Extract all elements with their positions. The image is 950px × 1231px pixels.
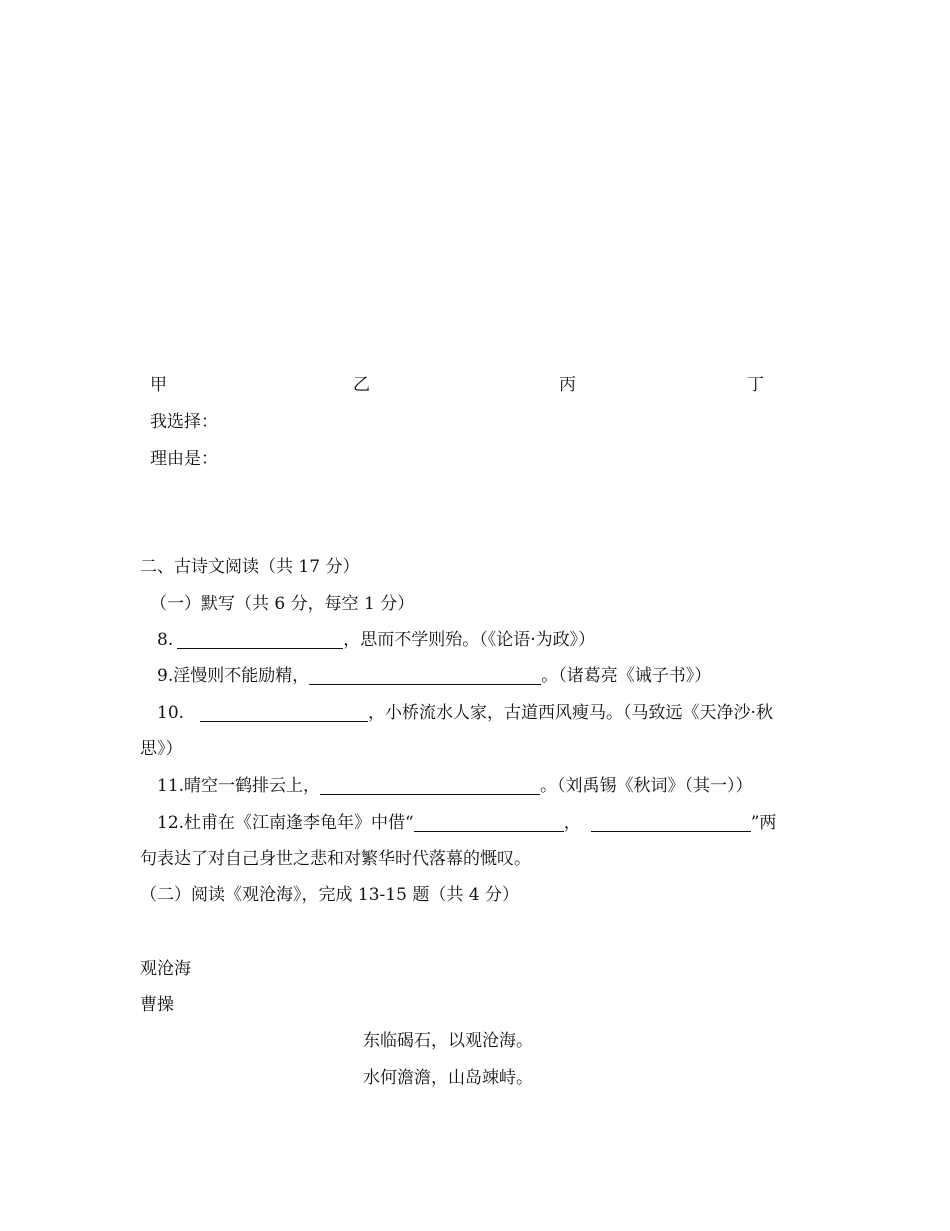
q8-number: 8. xyxy=(157,630,174,650)
q10-text: ，小桥流水人家，古道西风瘦马。（马致远《天净沙·秋 xyxy=(368,703,773,723)
poem-line: 东临碣石，以观沧海。 xyxy=(363,1031,533,1051)
q11-text-before: 11.晴空一鹤排云上， xyxy=(157,776,321,796)
q12-text-before: 12.杜甫在《江南逢李龟年》中借“ xyxy=(157,813,414,833)
q12-blank-2[interactable] xyxy=(591,814,751,832)
poem-line: 水何澹澹，山岛竦峙。 xyxy=(363,1068,533,1088)
q8-blank[interactable] xyxy=(177,631,343,649)
q11-text-after: 。（刘禹锡《秋词》（其一）） xyxy=(540,776,753,796)
poem-author: 曹操 xyxy=(140,995,174,1015)
question-8 xyxy=(157,629,595,651)
q12-text-line2: 句表达了对自己身世之悲和对繁华时代落幕的慨叹。 xyxy=(140,849,531,869)
q10-number: 10. xyxy=(157,703,185,723)
reason-label: 理由是： xyxy=(150,449,218,469)
question-12 xyxy=(157,812,776,834)
question-11 xyxy=(157,775,753,797)
q9-text-after: 。（诸葛亮《诫子书》） xyxy=(541,666,712,686)
q12-text-after: ”两 xyxy=(750,813,777,833)
choice-yi: 乙 xyxy=(353,375,370,395)
q12-blank-1[interactable] xyxy=(414,814,564,832)
question-10 xyxy=(157,702,773,724)
q10-text-line2: 思》） xyxy=(140,739,183,759)
q12-text-mid: ， xyxy=(563,813,581,833)
q9-blank[interactable] xyxy=(309,667,541,685)
choice-ding: 丁 xyxy=(747,375,764,395)
section-title: 二、古诗文阅读（共 17 分） xyxy=(140,557,360,577)
part2-title: （二）阅读《观沧海》，完成 13-15 题（共 4 分） xyxy=(140,885,519,905)
choice-jia: 甲 xyxy=(150,375,167,395)
q8-text: ，思而不学则殆。（《论语·为政》） xyxy=(343,630,596,650)
q10-blank[interactable] xyxy=(200,704,368,722)
poem-title: 观沧海 xyxy=(140,959,191,979)
choice-bing: 丙 xyxy=(559,375,576,395)
my-choice-label: 我选择： xyxy=(150,412,218,432)
q9-text-before: 9.淫慢则不能励精， xyxy=(157,666,310,686)
q11-blank[interactable] xyxy=(320,777,540,795)
part1-title: （一）默写（共 6 分，每空 1 分） xyxy=(150,594,415,614)
question-9 xyxy=(157,665,711,687)
